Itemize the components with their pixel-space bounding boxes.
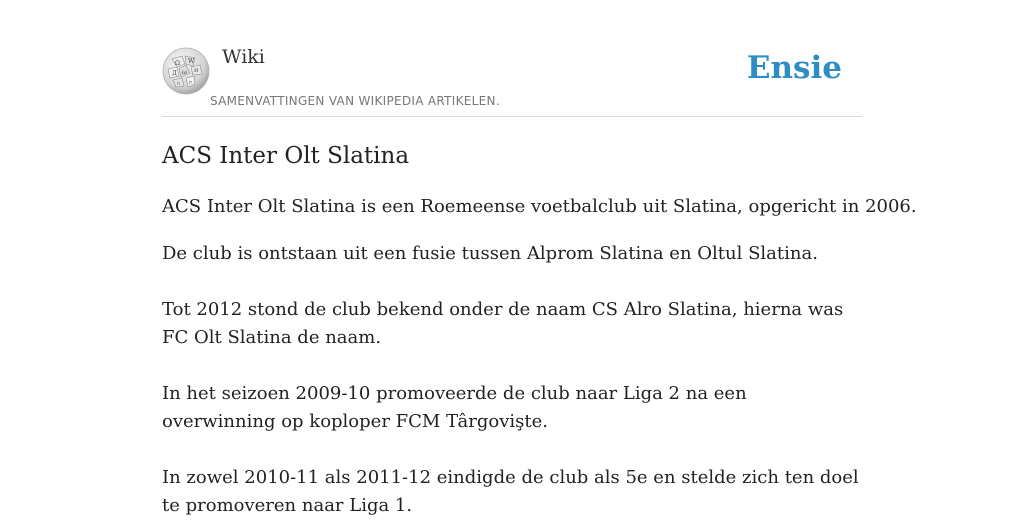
svg-text:W: W [188, 58, 195, 65]
article [162, 141, 917, 520]
tagline: SAMENVATTINGEN VAN WIKIPEDIA ARTIKELEN. [210, 94, 500, 108]
page [162, 0, 917, 520]
article-paragraph: Tot 2012 stond de club bekend onder de naam CS Alro Slatina, hierna was FC Olt Slatina de naam. [162, 299, 844, 348]
site-name[interactable]: Wiki [222, 46, 265, 68]
svg-text:ת: ת [189, 80, 193, 86]
article-paragraph: In zowel 2010-11 als 2011-12 eindigde de club als 5e en stelde zich ten doel te promoveren naar Liga 1. [162, 467, 859, 516]
article-intro: ACS Inter Olt Slatina is een Roemeense voetbalclub uit Slatina, opgericht in 2006. [162, 196, 917, 217]
svg-text:Д: Д [172, 70, 177, 77]
article-paragraph: In het seizoen 2009-10 promoveerde de club naar Liga 2 na een overwinning op koploper FCM Târgovişte. [162, 383, 747, 432]
article-paragraph: De club is ontstaan uit een fusie tussen Alprom Slatina en Oltul Slatina. [162, 243, 818, 264]
svg-text:ω: ω [182, 69, 187, 76]
svg-text:Ω: Ω [175, 60, 180, 67]
page-title: ACS Inter Olt Slatina [162, 143, 410, 169]
svg-text:И: И [194, 68, 199, 74]
brand-logo[interactable]: Ensie [746, 50, 842, 86]
svg-text:ก: ก [177, 81, 181, 87]
wikipedia-globe-icon[interactable] [162, 47, 210, 95]
header [162, 0, 862, 117]
